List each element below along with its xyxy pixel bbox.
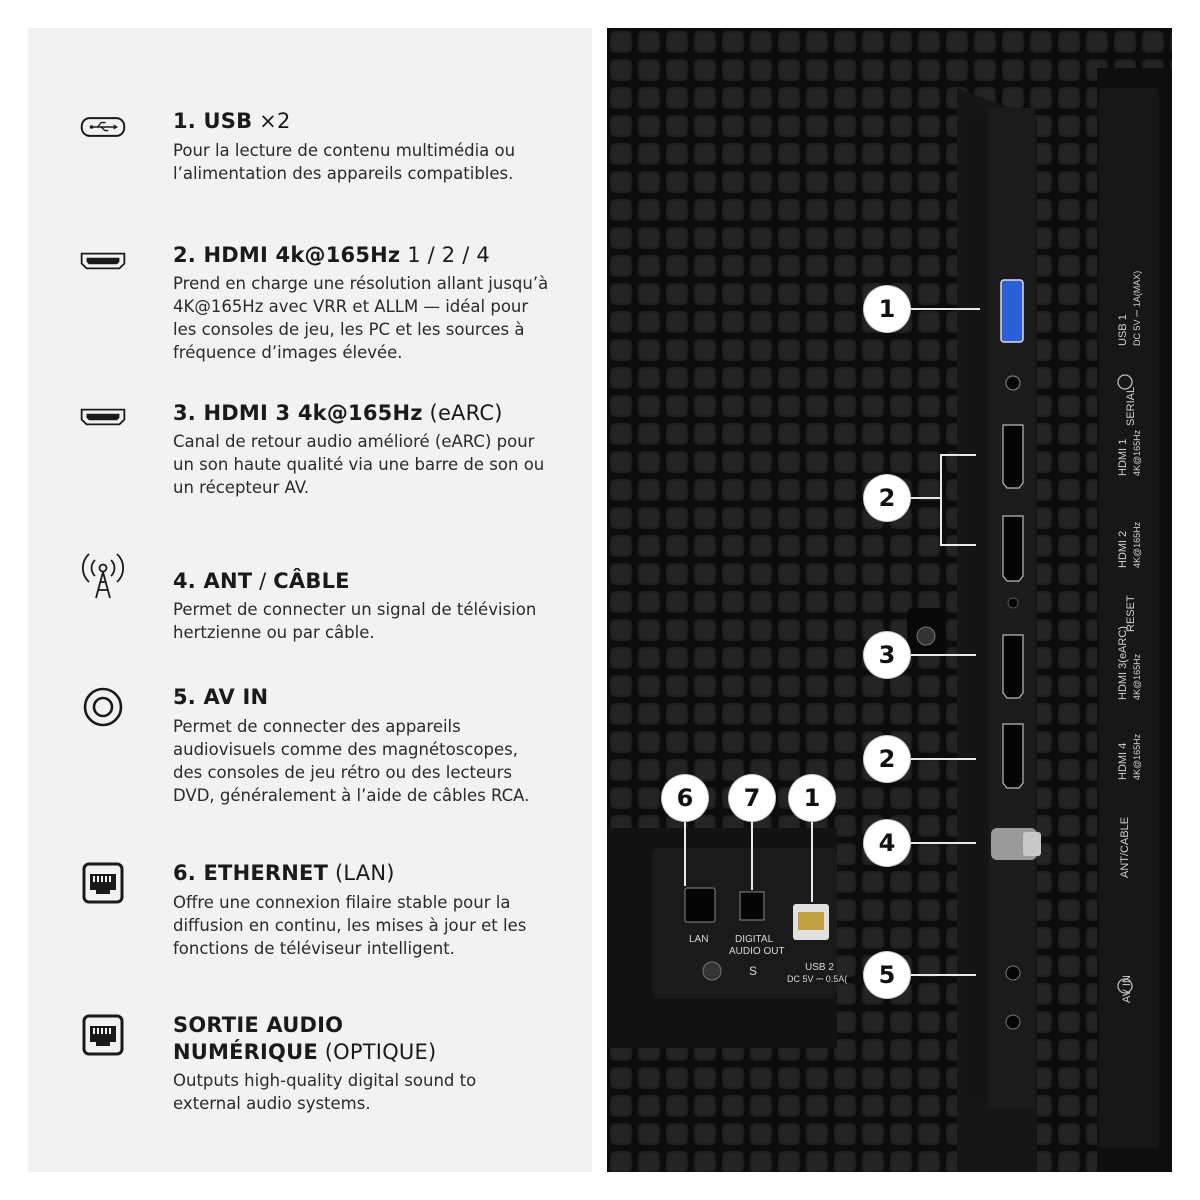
features-panel	[28, 28, 592, 1172]
port-label: 4K@165Hz	[1132, 429, 1142, 476]
tv-back-texture	[607, 28, 1172, 1172]
callout-antenna: 4	[864, 820, 910, 866]
port-label: S	[749, 964, 758, 978]
leader-line	[811, 822, 813, 902]
port-label: USB 2	[805, 962, 834, 973]
leader-line	[910, 654, 976, 656]
hdmi-icon	[80, 238, 126, 284]
callout-usb: 1	[789, 775, 835, 821]
port-label: 4K@165Hz	[1132, 521, 1142, 568]
feature-title: 4. ANT / CÂBLE	[173, 569, 350, 593]
port-label: DC 5V ⎓ 0.5A(	[787, 974, 848, 984]
antenna-icon	[80, 552, 126, 598]
feature-title-line2: NUMÉRIQUE (OPTIQUE)	[173, 1040, 437, 1064]
leader-line	[940, 454, 942, 546]
port-label: HDMI 1	[1117, 438, 1129, 476]
leader-line	[940, 454, 976, 456]
leader-line	[910, 974, 976, 976]
callout-usb: 1	[864, 286, 910, 332]
leader-line	[910, 842, 976, 844]
port-label: DC 5V ⎓ 1A(MAX)	[1132, 270, 1142, 346]
usb-icon	[80, 104, 126, 150]
feature-description: Offre une connexion filaire stable pour la diffusion en continu, les mises à jour et les fonctions de téléviseur intelligent.	[173, 893, 527, 958]
leader-line	[910, 497, 940, 499]
port-label: HDMI 3(eARC)	[1117, 626, 1129, 700]
feature-title: SORTIE AUDIO	[173, 1013, 344, 1037]
leader-line	[910, 308, 980, 310]
feature-title: 1. USB ×2	[173, 109, 291, 133]
leader-line	[910, 758, 976, 760]
port-label: ANT/CABLE	[1119, 816, 1131, 878]
port-label: 4K@165Hz	[1132, 733, 1142, 780]
callout-av-in: 5	[864, 952, 910, 998]
callout-hdmi-earc: 3	[864, 632, 910, 678]
ethernet-icon	[80, 860, 126, 906]
feature-description: Pour la lecture de contenu multimédia ou l’alimentation des appareils compatibles.	[173, 141, 516, 183]
tv-rear-photo	[607, 28, 1172, 1172]
av-in-icon	[80, 684, 126, 730]
feature-title: 3. HDMI 3 4k@165Hz (eARC)	[173, 401, 503, 425]
hdmi-icon	[80, 394, 126, 440]
port-label: SERIAL	[1125, 386, 1137, 426]
callout-hdmi: 2	[864, 736, 910, 782]
port-label: AUDIO OUT	[729, 946, 785, 957]
feature-description: Permet de connecter des appareils audiovisuels comme des magnétoscopes, des consoles de jeu rétro ou des lecteurs DVD, généralement à l’aide de câbles RCA.	[173, 717, 530, 805]
port-label: AV IN	[1121, 975, 1133, 1003]
feature-description: Permet de connecter un signal de télévision hertzienne ou par câble.	[173, 600, 537, 642]
leader-line	[940, 544, 976, 546]
callout-ethernet: 6	[662, 775, 708, 821]
feature-title: 2. HDMI 4k@165Hz 1 / 2 / 4	[173, 243, 490, 267]
optical-icon	[80, 1012, 126, 1058]
port-label: LAN	[689, 934, 709, 945]
port-label: HDMI 2	[1117, 530, 1129, 568]
feature-description: Canal de retour audio amélioré (eARC) pour un son haute qualité via une barre de son ou un récepteur AV.	[173, 432, 545, 497]
port-label: 4K@165Hz	[1132, 653, 1142, 700]
port-label: HDMI 4	[1117, 742, 1129, 780]
feature-description: Prend en charge une résolution allant jusqu’à 4K@165Hz avec VRR et ALLM — idéal pour les consoles de jeu, les PC et les sources à fréquence d’images élevée.	[173, 274, 549, 362]
callout-digital-audio: 7	[729, 775, 775, 821]
callout-hdmi: 2	[864, 475, 910, 521]
port-label: USB 1	[1117, 314, 1129, 346]
feature-title: 6. ETHERNET (LAN)	[173, 861, 395, 885]
leader-line	[751, 822, 753, 890]
feature-title: 5. AV IN	[173, 685, 269, 709]
port-label: RESET	[1125, 595, 1137, 632]
port-label: DIGITAL	[735, 934, 774, 945]
leader-line	[684, 822, 686, 886]
feature-description: Outputs high-quality digital sound to external audio systems.	[173, 1071, 477, 1113]
